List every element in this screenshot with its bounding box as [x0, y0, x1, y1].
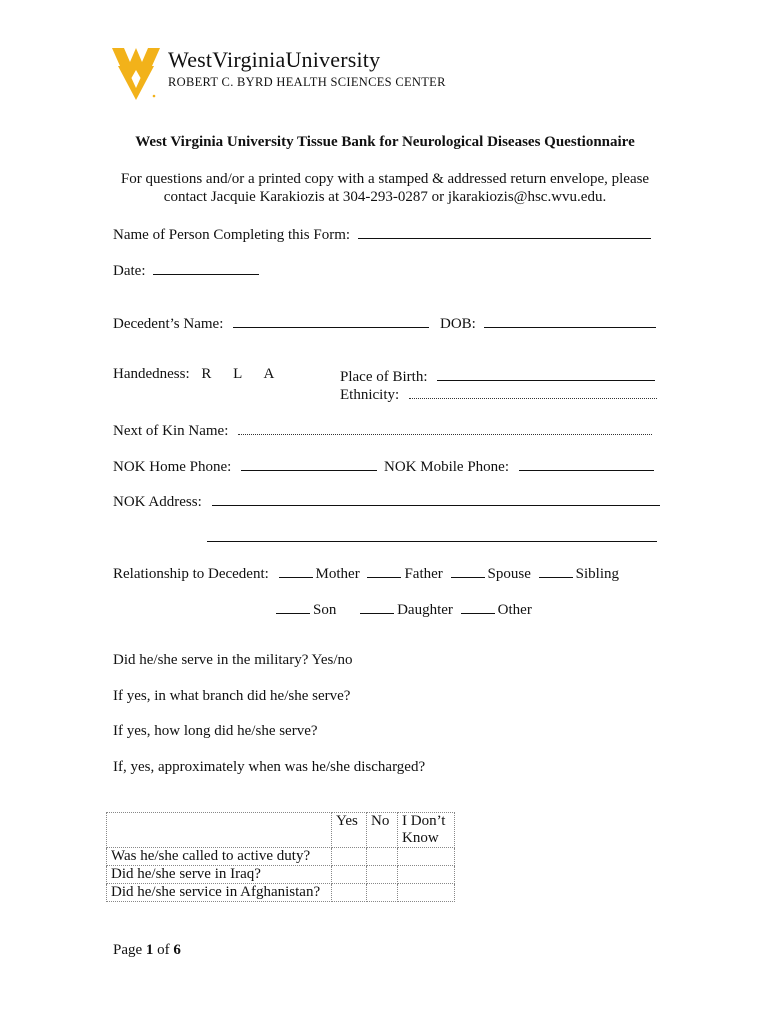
table-header-yes: Yes: [332, 813, 367, 848]
nok-home-phone-row: [113, 456, 377, 476]
page-number: 1: [145, 942, 154, 958]
nok-address-input-2[interactable]: [207, 527, 657, 542]
relationship-option-father[interactable]: Father: [367, 566, 442, 582]
university-name: WestVirginiaUniversity: [168, 47, 381, 72]
relationship-label: Relationship to Decedent:: [113, 566, 269, 582]
table-row: [107, 848, 455, 866]
table-row-question: Was he/she called to active duty?: [107, 848, 332, 866]
military-service-table: [106, 812, 455, 902]
nok-mobile-phone-row: [384, 456, 654, 476]
contact-line-1: For questions and/or a printed copy with a stamped & addressed return envelope, please: [120, 171, 650, 187]
relationship-row: [113, 563, 619, 583]
health-sciences-center: ROBERT C. BYRD HEALTH SCIENCES CENTER: [168, 75, 446, 89]
table-cell-no[interactable]: [367, 884, 398, 902]
completing-input[interactable]: [358, 224, 651, 239]
next-of-kin-label: Next of Kin Name:: [113, 423, 229, 439]
military-question-3: If yes, how long did he/she serve?: [113, 723, 318, 739]
table-cell-idk[interactable]: [398, 848, 455, 866]
place-of-birth-row: [340, 366, 655, 386]
nok-mobile-phone-label: NOK Mobile Phone:: [384, 459, 509, 475]
table-row: [107, 866, 455, 884]
nok-home-phone-label: NOK Home Phone:: [113, 459, 232, 475]
nok-mobile-phone-input[interactable]: [519, 456, 654, 471]
nok-address-input[interactable]: [212, 491, 660, 506]
relationship-row-2: [276, 599, 532, 619]
wvu-logo-icon: [110, 44, 162, 102]
page-word: Page: [113, 942, 143, 958]
of-word: of: [157, 942, 170, 958]
nok-address-line-2: [207, 527, 657, 547]
ethnicity-label: Ethnicity:: [340, 387, 400, 403]
dob-label: DOB:: [440, 316, 476, 332]
table-cell-no[interactable]: [367, 848, 398, 866]
relationship-option-mother[interactable]: Mother: [279, 566, 360, 582]
relationship-option-sibling[interactable]: Sibling: [539, 566, 619, 582]
table-row-question: Did he/she service in Afghanistan?: [107, 884, 332, 902]
nok-address-row: [113, 491, 660, 511]
completing-row: [113, 224, 651, 244]
table-row: [107, 884, 455, 902]
place-of-birth-label: Place of Birth:: [340, 369, 428, 385]
date-row: [113, 260, 259, 280]
table-cell-no[interactable]: [367, 866, 398, 884]
table-row-question: Did he/she serve in Iraq?: [107, 866, 332, 884]
next-of-kin-row: [113, 420, 652, 440]
decedent-row: [113, 313, 429, 333]
military-question-2: If yes, in what branch did he/she serve?: [113, 688, 351, 704]
next-of-kin-input[interactable]: [238, 420, 652, 435]
decedent-name-input[interactable]: [233, 313, 429, 328]
military-question-1: Did he/she serve in the military? Yes/no: [113, 652, 353, 668]
contact-info: [0, 170, 770, 206]
relationship-option-other[interactable]: Other: [461, 602, 532, 618]
page-total: 6: [173, 942, 181, 958]
table-cell-yes[interactable]: [332, 866, 367, 884]
decedent-name-label: Decedent’s Name:: [113, 316, 224, 332]
relationship-option-son[interactable]: Son: [276, 602, 336, 618]
table-cell-yes[interactable]: [332, 848, 367, 866]
date-input[interactable]: [153, 260, 259, 275]
ethnicity-input[interactable]: [409, 384, 657, 399]
hand-option-l[interactable]: L: [233, 366, 242, 382]
nok-home-phone-input[interactable]: [241, 456, 377, 471]
page-footer: [113, 942, 181, 959]
dob-input[interactable]: [484, 313, 656, 328]
place-of-birth-input[interactable]: [437, 366, 655, 381]
table-cell-idk[interactable]: [398, 884, 455, 902]
table-cell-yes[interactable]: [332, 884, 367, 902]
relationship-option-spouse[interactable]: Spouse: [451, 566, 531, 582]
handedness-label: Handedness:: [113, 366, 190, 382]
completing-label: Name of Person Completing this Form:: [113, 227, 351, 243]
relationship-option-daughter[interactable]: Daughter: [360, 602, 453, 618]
table-header-idk: I Don’t Know: [398, 813, 455, 848]
table-header-no: No: [367, 813, 398, 848]
form-title: West Virginia University Tissue Bank for Neurological Diseases Questionnaire: [135, 134, 635, 150]
hand-option-r[interactable]: R: [201, 366, 212, 382]
dob-row: [440, 313, 656, 333]
nok-address-label: NOK Address:: [113, 494, 202, 510]
table-header-blank: [107, 813, 332, 848]
ethnicity-row: [340, 384, 657, 404]
table-cell-idk[interactable]: [398, 866, 455, 884]
date-label: Date:: [113, 263, 146, 279]
contact-line-2: contact Jacquie Karakiozis at 304-293-0287 or jkarakiozis@hsc.wvu.edu.: [163, 189, 607, 205]
hand-option-a[interactable]: A: [263, 366, 275, 382]
table-header-row: [107, 813, 455, 848]
military-question-4: If, yes, approximately when was he/she discharged?: [113, 759, 426, 775]
handedness-row: [113, 366, 274, 383]
